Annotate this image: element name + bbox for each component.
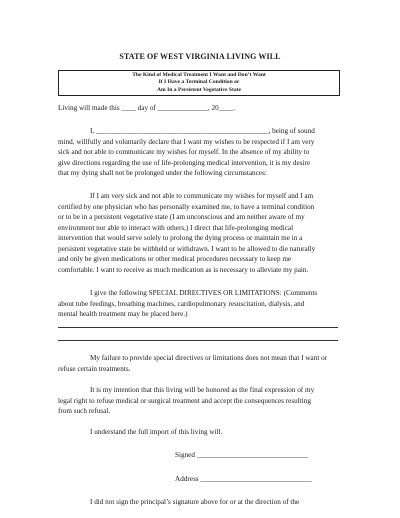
final-line: I did not sign the principal’s signature above for or at the direction of the [90, 498, 300, 506]
directives-line: I give the following SPECIAL DIRECTIVES OR LIMITATIONS: (Comments [90, 289, 318, 297]
intention-line: from such refusal. [58, 407, 111, 415]
signed-field[interactable]: Signed _______________________________ [175, 451, 309, 459]
failure-line: refuse certain treatments. [58, 364, 131, 373]
terminal-line: If I am very sick and not able to communicate my wishes for myself and I am [90, 192, 314, 200]
declare-line: mind, willfully and voluntarily declare that I want my wishes to be respected if I am very [58, 137, 315, 146]
understand-line: I understand the full import of this living will. [90, 428, 223, 436]
heading-line-2: If I Have a Terminal Condition or [158, 79, 240, 86]
terminal-line: and only be given medications or other medical procedures necessary to keep me [58, 255, 292, 263]
terminal-line: or to be in a persistent vegetative state (I am unconscious and am neither aware of my [58, 213, 305, 221]
declare-line: give directions regarding the use of life-prolonging medical intervention, it is my desire [58, 158, 311, 167]
page-title: STATE OF WEST VIRGINIA LIVING WILL [119, 52, 281, 61]
failure-line: My failure to provide special directives or limitations does not mean that I want or [90, 354, 328, 362]
terminal-line: certified by one physician who has personally examined me, to have a terminal condition [58, 202, 315, 211]
directive-write-line[interactable] [58, 340, 338, 341]
address-field[interactable]: Address _______________________________ [175, 475, 312, 483]
terminal-line: persistent vegetative state be withheld or withdrawn. I want to be allowed to die naturally [58, 244, 316, 253]
made-date-line: Living will made this ____ day of ______________, 20____. [58, 104, 235, 112]
heading-line-1: The Kind of Medical Treatment I Want and Don’t Want [132, 72, 266, 78]
intention-line: It is my intention that this living will be honored as the final expression of my [90, 386, 315, 394]
declare-line: that my dying shall not be prolonged under the following circumstances: [58, 169, 267, 177]
terminal-line: intervention that would serve solely to prolong the dying process or maintain me in a [58, 234, 303, 242]
heading-line-3: Am In a Persistent Vegetative State [156, 86, 242, 93]
terminal-line: comfortable. I want to receive as much medication as is necessary to alleviate my pain. [58, 265, 309, 274]
directive-write-line[interactable] [58, 327, 338, 328]
heading-box [58, 70, 340, 96]
intention-line: legal right to refuse medical or surgical treatment and accept the consequences resulting [58, 396, 311, 405]
directives-line: mental health treatment may be placed here.) [58, 310, 188, 318]
declare-line: sick and not able to communicate my wishes for myself. In the absence of my ability to [58, 148, 310, 156]
declare-line: I, ________________________________________________, being of sound [90, 127, 315, 135]
directives-line: about tube feedings, breathing machines, cardiopulmonary resuscitation, dialysis, and [58, 299, 305, 308]
terminal-line: environment nor able to interact with others,) I direct that life-prolonging medical [58, 223, 294, 232]
